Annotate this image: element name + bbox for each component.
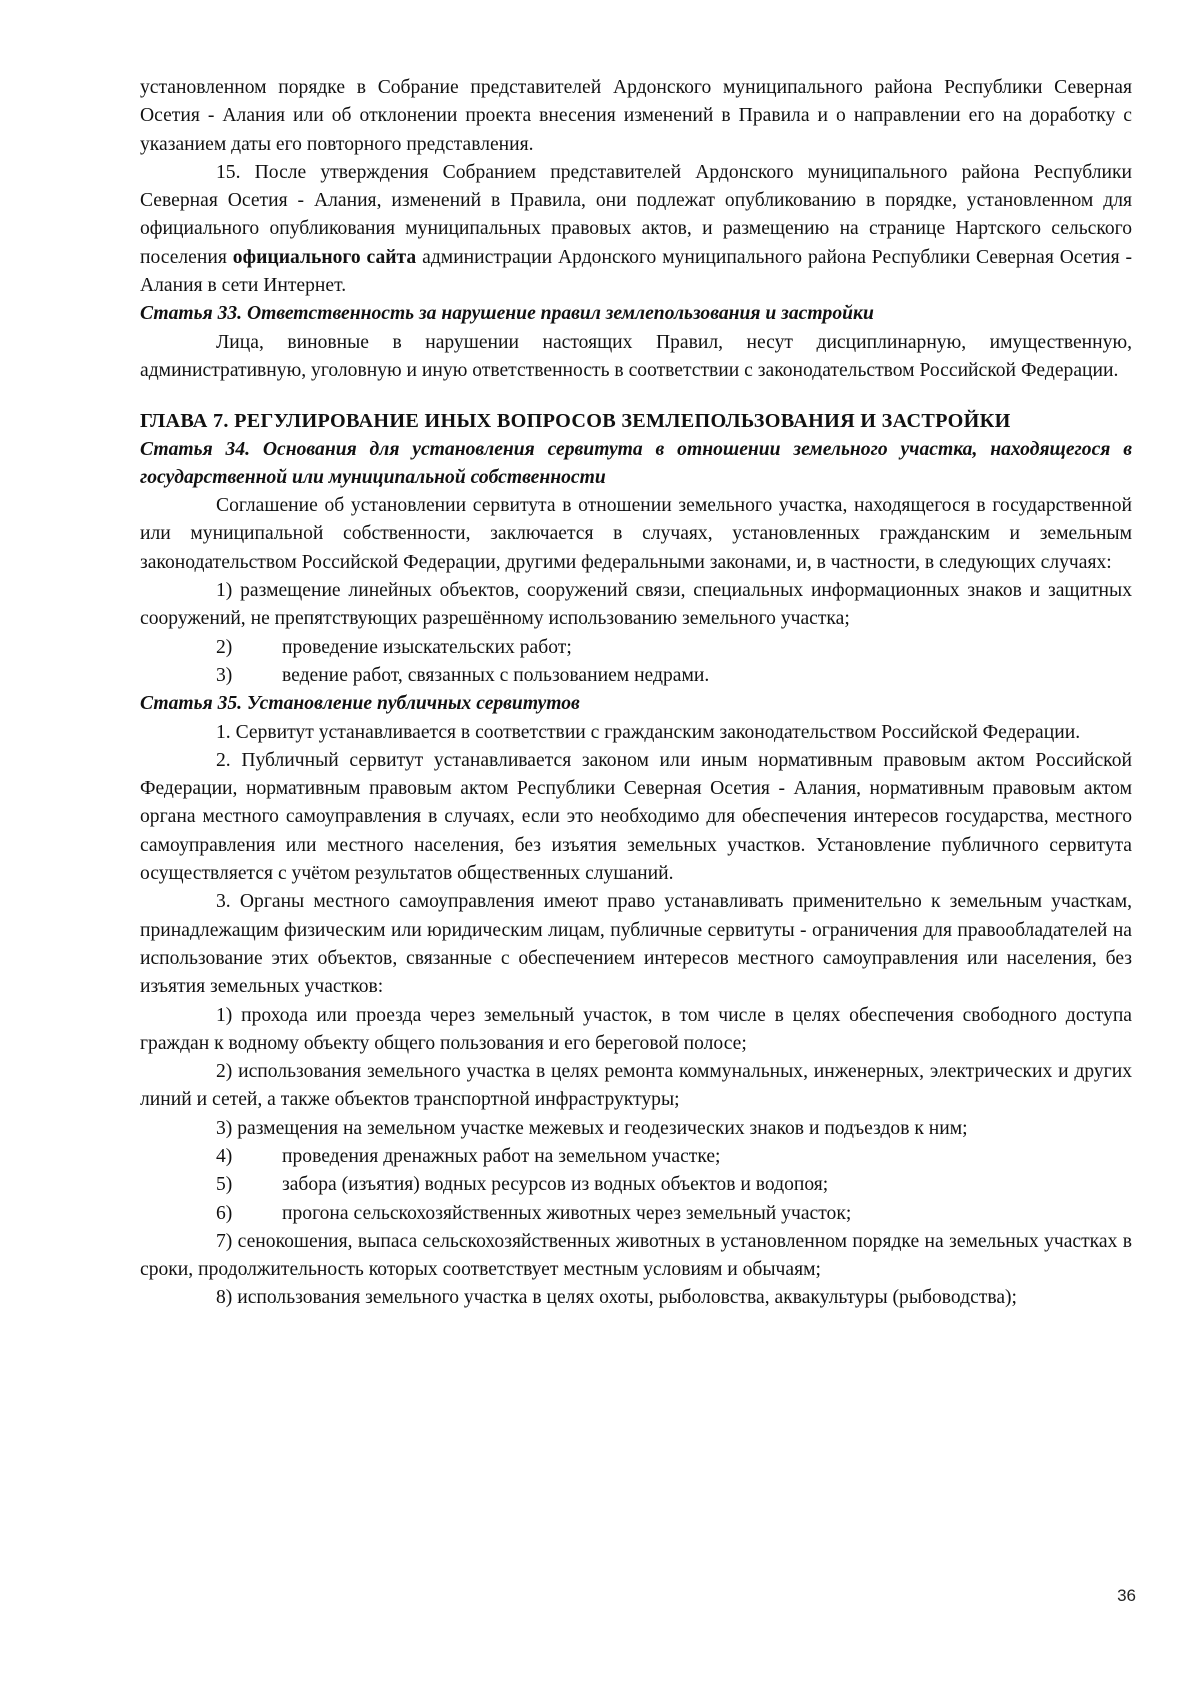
list-item-text: проведение изыскательских работ; (282, 636, 572, 658)
list-item-text: ведение работ, связанных с пользованием недрами. (282, 664, 710, 686)
list-item-text: проведения дренажных работ на земельном участке; (282, 1145, 721, 1167)
article-33-title: Статья 33. Ответственность за нарушение правил землепользования и застройки (140, 303, 874, 325)
article-35-item-1: 1) прохода или проезда через земельный участок, в том числе в целях обеспечения свободного доступа граждан к водному объекту общего пользования и его береговой полосе; (140, 1004, 1132, 1054)
article-35-item-5 (140, 1171, 1132, 1199)
article-34-item-1: 1) размещение линейных объектов, сооружений связи, специальных информационных знаков и защитных сооружений, не препятствующих разрешённому использованию земельного участка; (140, 580, 1132, 630)
list-item-number: 3) (216, 664, 233, 686)
article-35-title: Статья 35. Установление публичных сервитутов (140, 693, 580, 715)
article-35-item-2: 2) использования земельного участка в целях ремонта коммунальных, инженерных, электрических и других линий и сетей, а также объектов транспортной инфраструктуры; (140, 1061, 1132, 1111)
article-35-item-7: 7) сенокошения, выпаса сельскохозяйственных животных в установленном порядке на земельных участках в сроки, продолжительность которых соответствует местным условиям и обычаям; (140, 1230, 1132, 1281)
page-number: 36 (1117, 1586, 1136, 1605)
document-page (140, 74, 1132, 1313)
article-35-item-4 (140, 1143, 1132, 1171)
paragraph-15-text-b: администрации Ардонского муниципального района Республики Северная Осетия - Алания в сети Интернет. (140, 246, 1133, 297)
article-34-intro: Соглашение об установлении сервитута в отношении земельного участка, находящегося в государственной или муниципальной собственности, заключается в случаях, установленных гражданским и земельным законодательством Российской Федерации, другими федеральными законами, и, в частности, в следующих случаях: (140, 495, 1132, 573)
list-item-number: 2) (216, 636, 233, 658)
article-34-item-2 (140, 634, 1132, 662)
article-35-item-6 (140, 1200, 1132, 1228)
list-item-number: 4) (216, 1145, 233, 1167)
chapter-7-title: ГЛАВА 7. РЕГУЛИРОВАНИЕ ИНЫХ ВОПРОСОВ ЗЕМЛЕПОЛЬЗОВАНИЯ И ЗАСТРОЙКИ (140, 410, 1011, 433)
paragraph-15-bold: официального сайта (232, 246, 417, 268)
paragraph-15-text-a: 15. После утверждения Собранием представителей Ардонского муниципального района Республики Северная Осетия - Алания, изменений в Правила, они подлежат опубликованию в порядке, установленном для официального опубликования муниципальных правовых актов, и размещению на странице Нартского сельского поселения (140, 161, 1132, 268)
list-item-number: 5) (216, 1174, 233, 1196)
article-35-item-3: 3) размещения на земельном участке межевых и геодезических знаков и подъездов к ним; (216, 1117, 968, 1139)
article-35-paragraph-2: 2. Публичный сервитут устанавливается законом или иным нормативным правовым актом Российской Федерации, нормативным правовым актом Республики Северная Осетия - Алания, нормативным правовым актом органа местного самоуправления в случаях, если это необходимо для обеспечения интересов государства, местного самоуправления или местного населения, без изъятия земельных участков. Установление публичного сервитута осуществляется с учётом результатов общественных слушаний. (140, 749, 1132, 885)
article-35-paragraph-3: 3. Органы местного самоуправления имеют право устанавливать применительно к земельным участкам, принадлежащим физическим или юридическим лицам, публичные сервитуты - ограничения для правообладателей на использование этих объектов, связанные с обеспечением интересов местного самоуправления или населения, без изъятия земельных участков: (140, 891, 1132, 998)
article-34-title: Статья 34. Основания для установления сервитута в отношении земельного участка, находящегося в государственной или муниципальной собственности (140, 438, 1132, 488)
list-item-text: забора (изъятия) водных ресурсов из водных объектов и водопоя; (282, 1174, 829, 1196)
list-item-number: 6) (216, 1202, 233, 1224)
paragraph-15 (140, 159, 1132, 300)
article-35-item-8: 8) использования земельного участка в целях охоты, рыболовства, аквакультуры (рыбоводства); (216, 1287, 1017, 1309)
list-item-text: прогона сельскохозяйственных животных через земельный участок; (282, 1202, 852, 1224)
article-33-text: Лица, виновные в нарушении настоящих Правил, несут дисциплинарную, имущественную, административную, уголовную и иную ответственность в соответствии с законодательством Российской Федерации. (140, 331, 1132, 381)
paragraph-14-continuation: установленном порядке в Собрание представителей Ардонского муниципального района Республики Северная Осетия - Алания или об отклонении проекта внесения изменений в Правила и о направлении его на доработку с указанием даты его повторного представления. (140, 77, 1132, 155)
article-34-item-3 (140, 662, 1132, 690)
article-35-paragraph-1: 1. Сервитут устанавливается в соответствии с гражданским законодательством Российской Федерации. (216, 721, 1081, 743)
